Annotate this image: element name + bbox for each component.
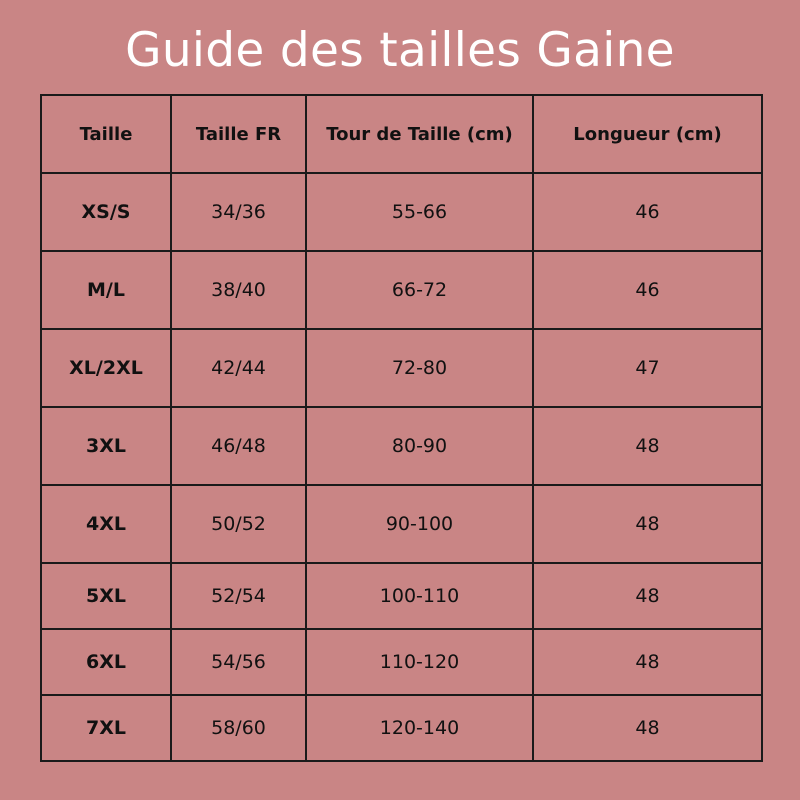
table-row bbox=[41, 563, 762, 629]
cell-size-fr: 52/54 bbox=[171, 563, 306, 629]
table-row bbox=[41, 629, 762, 695]
table-header-row bbox=[41, 95, 762, 173]
table-row bbox=[41, 251, 762, 329]
cell-size-fr: 46/48 bbox=[171, 407, 306, 485]
cell-size-fr: 34/36 bbox=[171, 173, 306, 251]
cell-waist: 55-66 bbox=[306, 173, 533, 251]
cell-length: 47 bbox=[533, 329, 762, 407]
cell-waist: 66-72 bbox=[306, 251, 533, 329]
cell-length: 48 bbox=[533, 407, 762, 485]
cell-size: 7XL bbox=[41, 695, 171, 761]
table-row bbox=[41, 407, 762, 485]
cell-length: 48 bbox=[533, 629, 762, 695]
cell-size: 4XL bbox=[41, 485, 171, 563]
cell-size-fr: 42/44 bbox=[171, 329, 306, 407]
cell-size-fr: 54/56 bbox=[171, 629, 306, 695]
cell-waist: 80-90 bbox=[306, 407, 533, 485]
cell-waist: 90-100 bbox=[306, 485, 533, 563]
cell-size: XS/S bbox=[41, 173, 171, 251]
cell-length: 46 bbox=[533, 251, 762, 329]
cell-size-fr: 38/40 bbox=[171, 251, 306, 329]
table-row bbox=[41, 173, 762, 251]
page-title: Guide des tailles Gaine bbox=[125, 23, 675, 78]
cell-size: 6XL bbox=[41, 629, 171, 695]
cell-length: 48 bbox=[533, 563, 762, 629]
cell-size-fr: 58/60 bbox=[171, 695, 306, 761]
header-size-fr: Taille FR bbox=[171, 95, 306, 173]
table-row bbox=[41, 329, 762, 407]
cell-size: 3XL bbox=[41, 407, 171, 485]
table-row bbox=[41, 485, 762, 563]
cell-waist: 110-120 bbox=[306, 629, 533, 695]
cell-length: 48 bbox=[533, 485, 762, 563]
cell-waist: 100-110 bbox=[306, 563, 533, 629]
cell-length: 46 bbox=[533, 173, 762, 251]
cell-waist: 72-80 bbox=[306, 329, 533, 407]
cell-size: XL/2XL bbox=[41, 329, 171, 407]
header-waist: Tour de Taille (cm) bbox=[306, 95, 533, 173]
cell-size: 5XL bbox=[41, 563, 171, 629]
size-guide-table bbox=[40, 94, 763, 762]
cell-waist: 120-140 bbox=[306, 695, 533, 761]
table-row bbox=[41, 695, 762, 761]
header-length: Longueur (cm) bbox=[533, 95, 762, 173]
cell-length: 48 bbox=[533, 695, 762, 761]
cell-size: M/L bbox=[41, 251, 171, 329]
cell-size-fr: 50/52 bbox=[171, 485, 306, 563]
header-size: Taille bbox=[41, 95, 171, 173]
